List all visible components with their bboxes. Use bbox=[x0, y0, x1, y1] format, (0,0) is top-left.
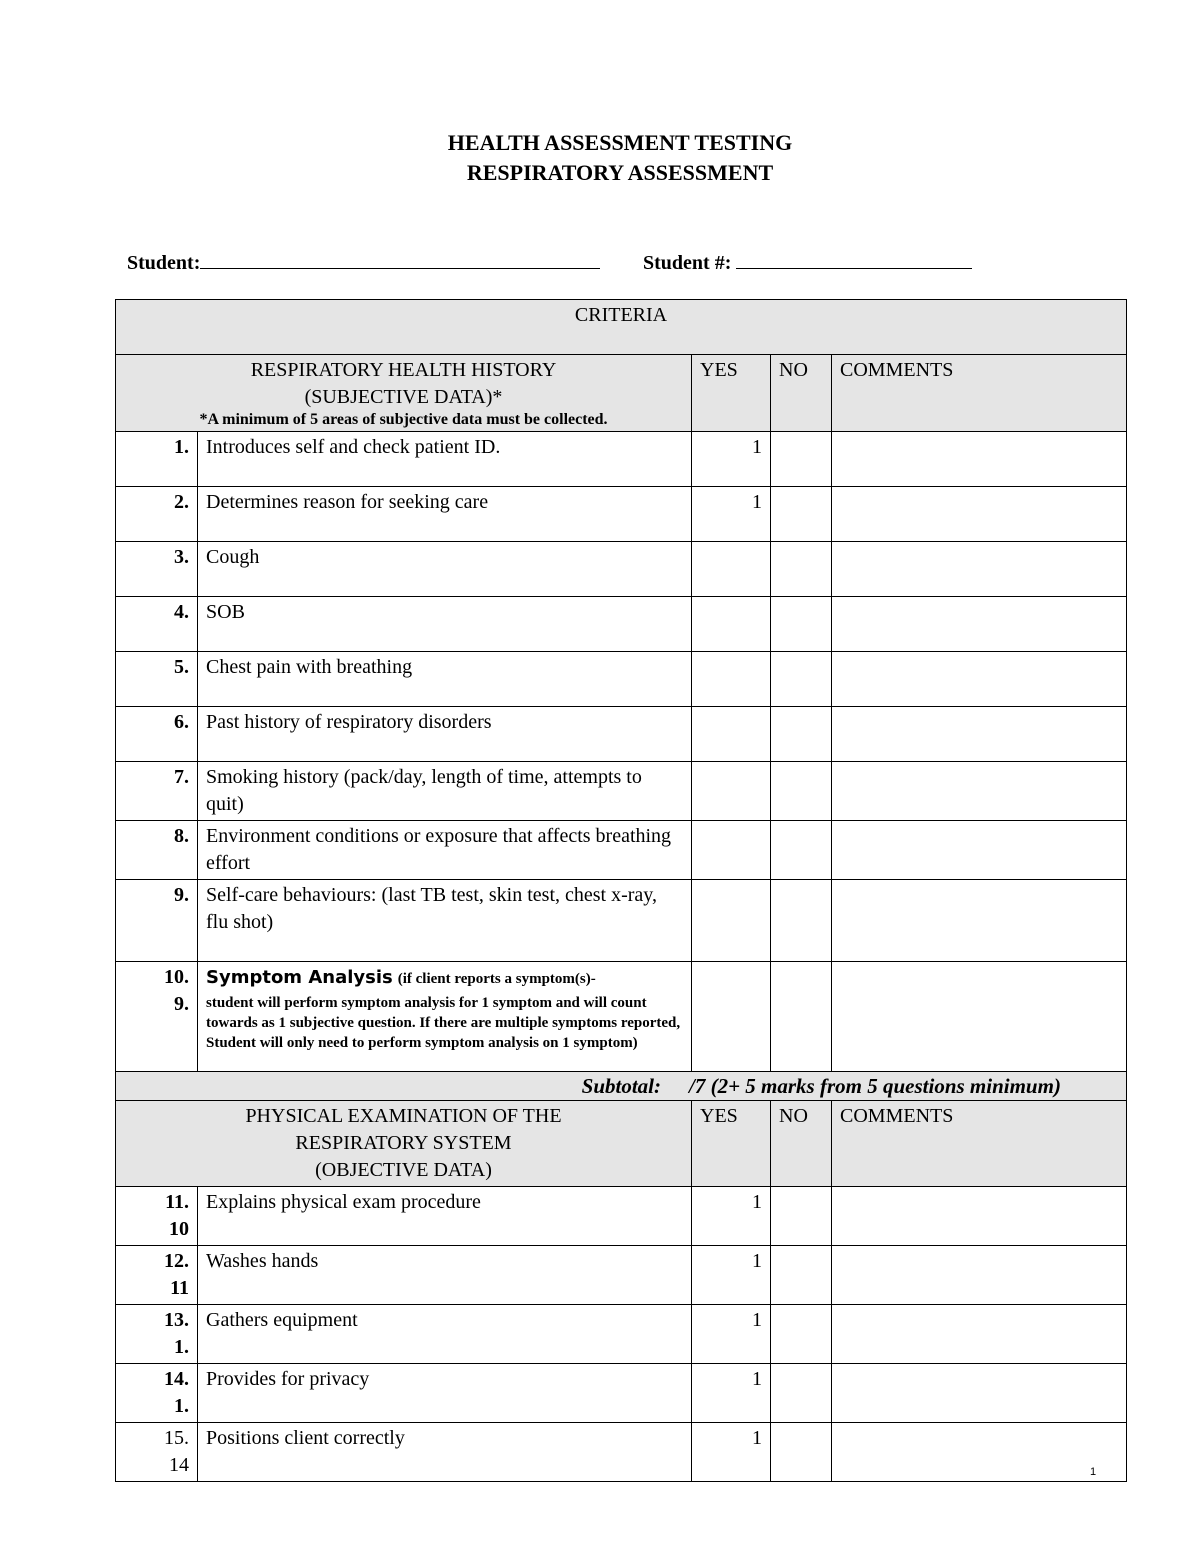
item-text: Past history of respiratory disorders bbox=[198, 707, 692, 762]
item-text: Washes hands bbox=[198, 1246, 692, 1305]
yes-cell[interactable] bbox=[692, 821, 771, 880]
no-cell[interactable] bbox=[771, 1423, 832, 1482]
no-cell[interactable] bbox=[771, 880, 832, 962]
document-subtitle: RESPIRATORY ASSESSMENT bbox=[466, 160, 774, 185]
comments-cell[interactable] bbox=[832, 707, 1127, 762]
table-row bbox=[116, 597, 1127, 652]
item-text: Gathers equipment bbox=[198, 1305, 692, 1364]
table-row bbox=[116, 821, 1127, 880]
student-number-underline[interactable] bbox=[736, 248, 972, 269]
item-number-line2: 10 bbox=[169, 1218, 189, 1240]
item-number-line1: 12. bbox=[164, 1250, 189, 1272]
symptom-analysis-row bbox=[116, 962, 1127, 1072]
assessment-table bbox=[115, 299, 1127, 1482]
comments-cell[interactable] bbox=[832, 1246, 1127, 1305]
objective-heading-line1: PHYSICAL EXAMINATION OF THE bbox=[245, 1105, 562, 1127]
no-cell[interactable] bbox=[771, 962, 832, 1072]
objective-header-row bbox=[116, 1101, 1127, 1187]
comments-cell[interactable] bbox=[832, 1423, 1127, 1482]
page-number: 1 bbox=[1090, 1466, 1097, 1478]
yes-cell[interactable] bbox=[692, 542, 771, 597]
item-number bbox=[116, 1187, 198, 1246]
item-number: 9. bbox=[116, 880, 198, 962]
comments-cell[interactable] bbox=[832, 880, 1127, 962]
comments-cell[interactable] bbox=[832, 432, 1127, 487]
item-number: 8. bbox=[116, 821, 198, 880]
item-text: Explains physical exam procedure bbox=[198, 1187, 692, 1246]
table-row bbox=[116, 542, 1127, 597]
yes-cell[interactable]: 1 bbox=[692, 487, 771, 542]
student-name-underline[interactable] bbox=[200, 248, 600, 269]
yes-cell[interactable]: 1 bbox=[692, 1364, 771, 1423]
student-name-label: Student: bbox=[127, 252, 201, 274]
comments-cell[interactable] bbox=[832, 1305, 1127, 1364]
subjective-header-row bbox=[116, 355, 1127, 432]
col-yes-header: YES bbox=[692, 355, 771, 432]
objective-heading bbox=[116, 1101, 692, 1187]
student-number-field[interactable] bbox=[643, 248, 972, 275]
symptom-analysis-text bbox=[198, 962, 692, 1072]
table-row bbox=[116, 880, 1127, 962]
yes-cell[interactable]: 1 bbox=[692, 1187, 771, 1246]
item-number-line1: 11. bbox=[165, 1191, 189, 1213]
yes-cell[interactable] bbox=[692, 962, 771, 1072]
item-number bbox=[116, 1305, 198, 1364]
item-number: 1. bbox=[116, 432, 198, 487]
subtotal-label: Subtotal: bbox=[581, 1074, 661, 1098]
comments-cell[interactable] bbox=[832, 962, 1127, 1072]
no-cell[interactable] bbox=[771, 652, 832, 707]
comments-cell[interactable] bbox=[832, 1364, 1127, 1423]
no-cell[interactable] bbox=[771, 1364, 832, 1423]
item-text: SOB bbox=[198, 597, 692, 652]
item-number bbox=[116, 962, 198, 1072]
comments-cell[interactable] bbox=[832, 1187, 1127, 1246]
table-row bbox=[116, 1364, 1127, 1423]
no-cell[interactable] bbox=[771, 1246, 832, 1305]
subjective-heading-line1: RESPIRATORY HEALTH HISTORY bbox=[250, 359, 557, 381]
item-text: Determines reason for seeking care bbox=[198, 487, 692, 542]
item-number bbox=[116, 1423, 198, 1482]
item-number: 6. bbox=[116, 707, 198, 762]
symptom-analysis-number-1: 10. bbox=[164, 966, 189, 988]
no-cell[interactable] bbox=[771, 487, 832, 542]
col-yes-header: YES bbox=[692, 1101, 771, 1187]
item-number: 7. bbox=[116, 762, 198, 821]
col-no-header: NO bbox=[771, 1101, 832, 1187]
table-row bbox=[116, 1187, 1127, 1246]
item-number-line1: 14. bbox=[164, 1368, 189, 1390]
yes-cell[interactable] bbox=[692, 707, 771, 762]
no-cell[interactable] bbox=[771, 432, 832, 487]
no-cell[interactable] bbox=[771, 1305, 832, 1364]
comments-cell[interactable] bbox=[832, 542, 1127, 597]
comments-cell[interactable] bbox=[832, 821, 1127, 880]
comments-cell[interactable] bbox=[832, 762, 1127, 821]
item-text: Positions client correctly bbox=[198, 1423, 692, 1482]
no-cell[interactable] bbox=[771, 597, 832, 652]
table-row bbox=[116, 1423, 1127, 1482]
symptom-analysis-title: Symptom Analysis bbox=[206, 967, 393, 988]
no-cell[interactable] bbox=[771, 762, 832, 821]
col-comments-header: COMMENTS bbox=[832, 355, 1127, 432]
no-cell[interactable] bbox=[771, 1187, 832, 1246]
col-no-header: NO bbox=[771, 355, 832, 432]
objective-heading-line3: (OBJECTIVE DATA) bbox=[315, 1159, 492, 1181]
table-row bbox=[116, 762, 1127, 821]
table-row bbox=[116, 707, 1127, 762]
document-title: HEALTH ASSESSMENT TESTING bbox=[447, 130, 793, 155]
item-number bbox=[116, 1364, 198, 1423]
col-comments-header: COMMENTS bbox=[832, 1101, 1127, 1187]
item-number-line2: 14 bbox=[169, 1454, 189, 1476]
comments-cell[interactable] bbox=[832, 597, 1127, 652]
no-cell[interactable] bbox=[771, 821, 832, 880]
yes-cell[interactable] bbox=[692, 652, 771, 707]
item-text: Chest pain with breathing bbox=[198, 652, 692, 707]
comments-cell[interactable] bbox=[832, 652, 1127, 707]
item-text: Introduces self and check patient ID. bbox=[198, 432, 692, 487]
item-number: 5. bbox=[116, 652, 198, 707]
table-row bbox=[116, 652, 1127, 707]
student-number-label: Student #: bbox=[643, 252, 732, 274]
yes-cell[interactable]: 1 bbox=[692, 1423, 771, 1482]
item-number: 3. bbox=[116, 542, 198, 597]
yes-cell[interactable]: 1 bbox=[692, 1305, 771, 1364]
yes-cell[interactable] bbox=[692, 880, 771, 962]
criteria-header: CRITERIA bbox=[116, 300, 1127, 355]
no-cell[interactable] bbox=[771, 707, 832, 762]
item-text: Environment conditions or exposure that affects breathing effort bbox=[198, 821, 692, 880]
yes-cell[interactable] bbox=[692, 762, 771, 821]
subjective-note: *A minimum of 5 areas of subjective data must be collected. bbox=[199, 411, 608, 428]
table-row bbox=[116, 1305, 1127, 1364]
subjective-heading bbox=[116, 355, 692, 432]
yes-cell[interactable] bbox=[692, 597, 771, 652]
symptom-analysis-body: student will perform symptom analysis for 1 symptom and will count towards as 1 subjective question. If there are multiple symptoms reported, Student will only need to perform symptom analysis on 1 symptom) bbox=[206, 995, 681, 1051]
item-text: Cough bbox=[198, 542, 692, 597]
symptom-analysis-number-2: 9. bbox=[174, 993, 189, 1015]
subtotal-value: /7 (2+ 5 marks from 5 questions minimum) bbox=[689, 1074, 1061, 1098]
table-row bbox=[116, 1246, 1127, 1305]
no-cell[interactable] bbox=[771, 542, 832, 597]
item-text: Smoking history (pack/day, length of time, attempts to quit) bbox=[198, 762, 692, 821]
objective-heading-line2: RESPIRATORY SYSTEM bbox=[295, 1132, 512, 1154]
comments-cell[interactable] bbox=[832, 487, 1127, 542]
subjective-heading-line2: (SUBJECTIVE DATA)* bbox=[304, 386, 503, 408]
subtotal-cell bbox=[116, 1072, 1127, 1101]
yes-cell[interactable]: 1 bbox=[692, 1246, 771, 1305]
table-row bbox=[116, 432, 1127, 487]
item-number-line1: 13. bbox=[164, 1309, 189, 1331]
subtotal-row bbox=[116, 1072, 1127, 1101]
item-number-line2: 1. bbox=[174, 1395, 189, 1417]
item-number-line2: 1. bbox=[174, 1336, 189, 1358]
item-text: Self-care behaviours: (last TB test, skin test, chest x-ray, flu shot) bbox=[198, 880, 692, 962]
student-name-field[interactable] bbox=[127, 248, 600, 275]
item-number-line1: 15. bbox=[164, 1427, 189, 1449]
item-number-line2: 11 bbox=[170, 1277, 189, 1299]
item-text: Provides for privacy bbox=[198, 1364, 692, 1423]
symptom-analysis-inline: (if client reports a symptom(s)- bbox=[397, 971, 596, 987]
item-number: 2. bbox=[116, 487, 198, 542]
yes-cell[interactable]: 1 bbox=[692, 432, 771, 487]
item-number: 4. bbox=[116, 597, 198, 652]
item-number bbox=[116, 1246, 198, 1305]
table-row bbox=[116, 487, 1127, 542]
